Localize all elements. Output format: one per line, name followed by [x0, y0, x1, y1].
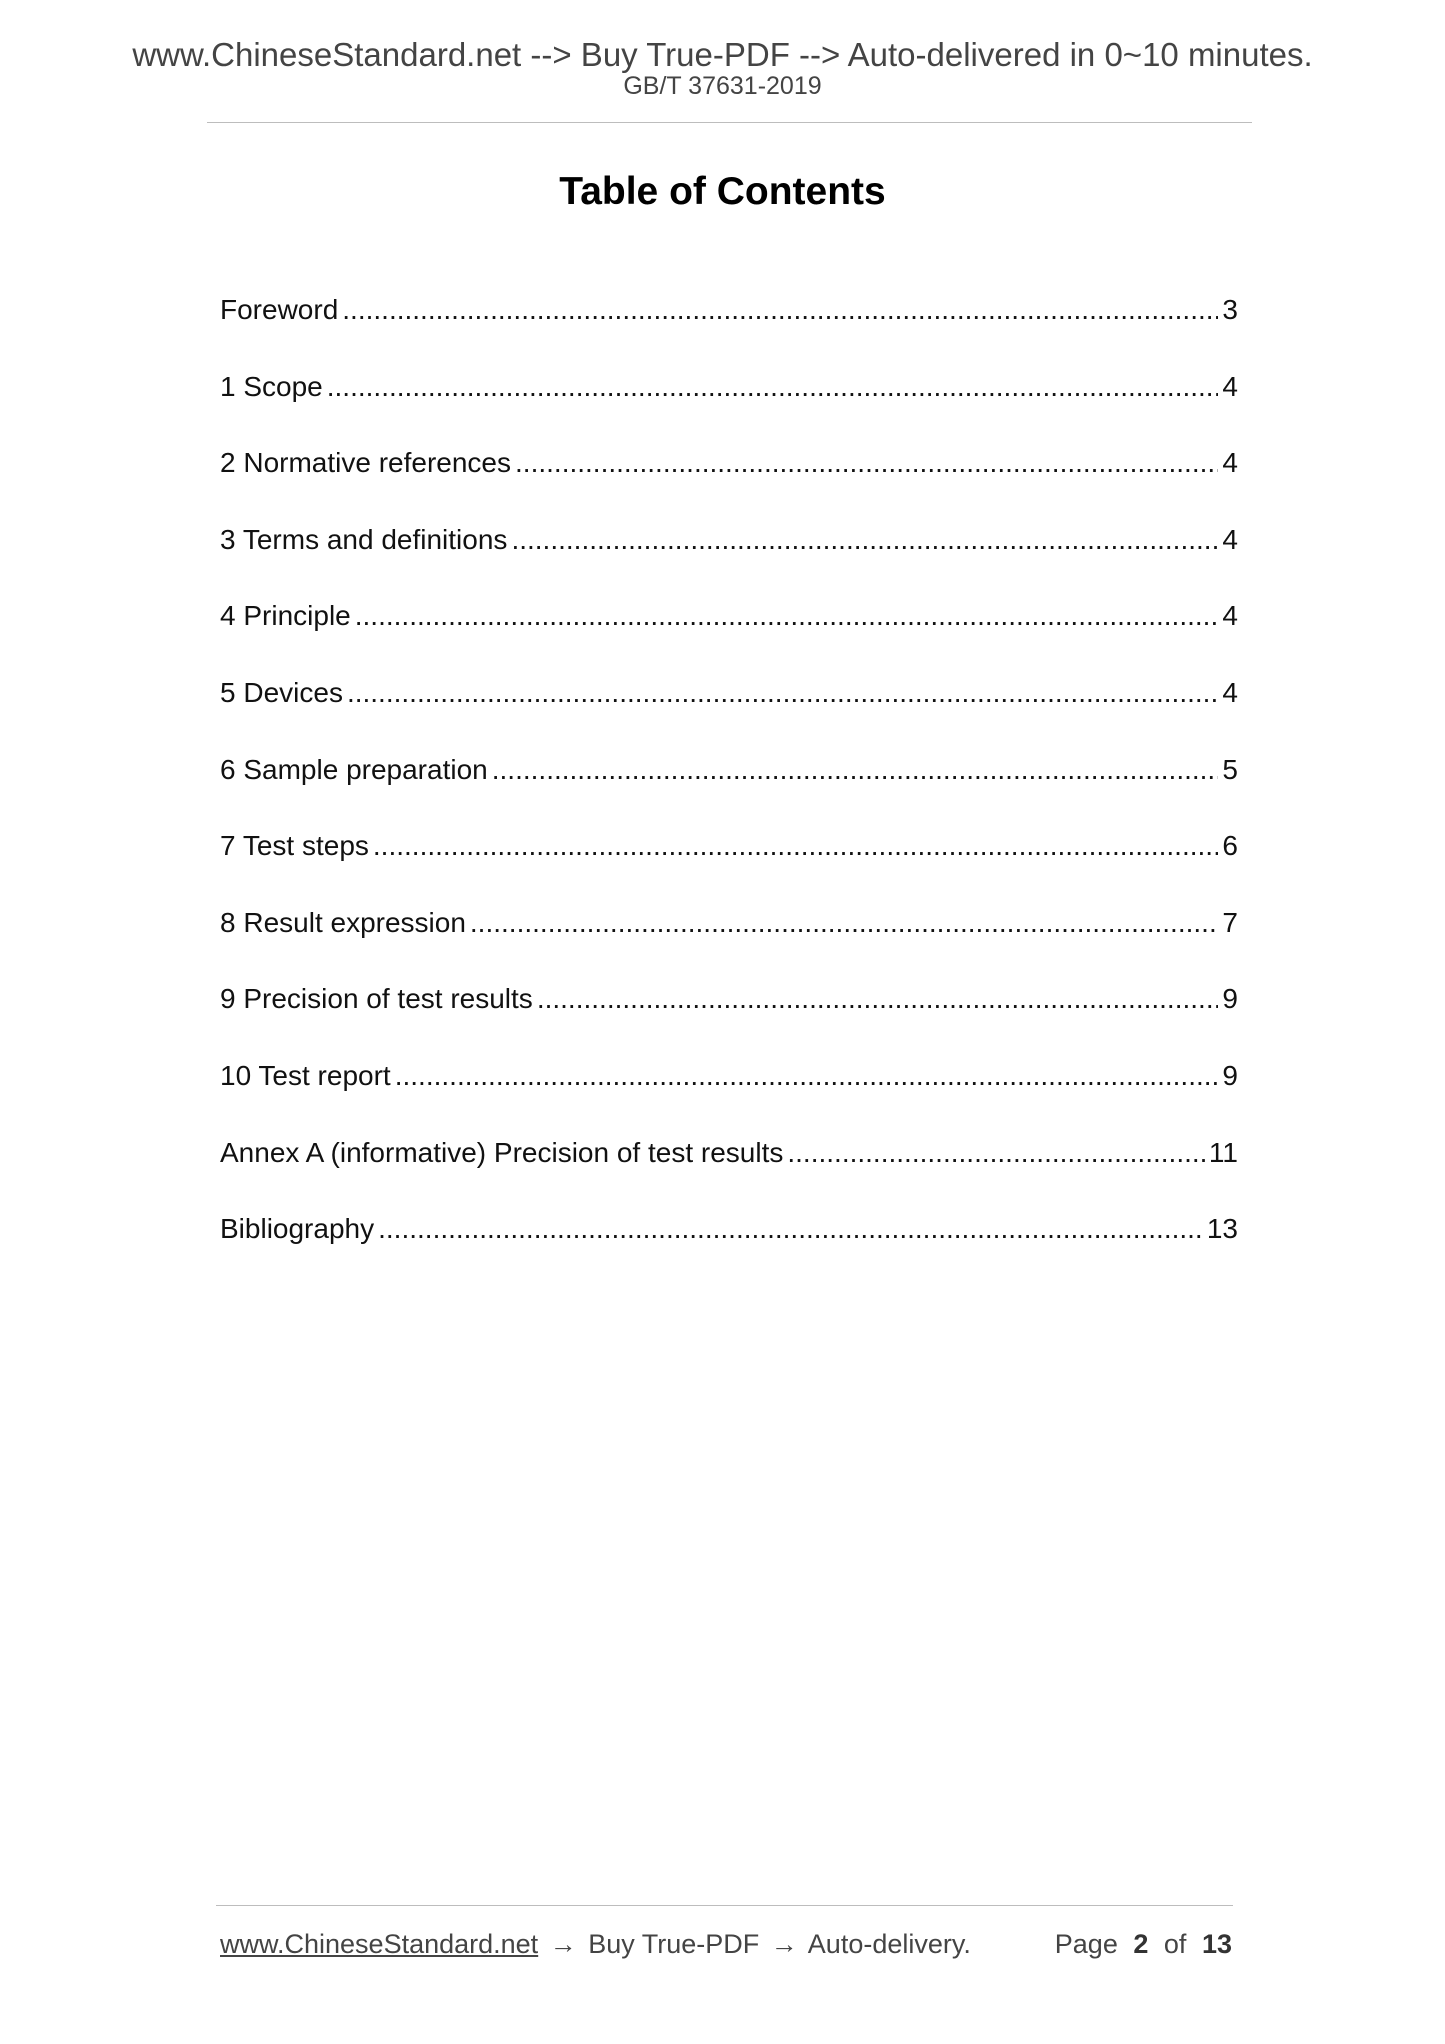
- footer-delivery-text: Auto-delivery.: [807, 1929, 971, 1959]
- toc-entry-page: 9: [1222, 1059, 1238, 1091]
- toc-entry-page: 13: [1206, 1213, 1238, 1245]
- toc-entry-scope[interactable]: [220, 369, 1238, 446]
- toc-entry-label: 5 Devices: [220, 676, 343, 708]
- footer-promo: [220, 1926, 971, 1962]
- toc-leader-dots: [373, 828, 1219, 864]
- toc-entry-label: Annex A (informative) Precision of test results: [220, 1136, 784, 1168]
- toc-entry-test-report[interactable]: [220, 1058, 1238, 1135]
- toc-entry-sample-preparation[interactable]: [220, 752, 1238, 829]
- toc-entry-bibliography[interactable]: [220, 1211, 1238, 1288]
- toc-entry-result-expression[interactable]: [220, 905, 1238, 982]
- arrow-right-icon: →: [770, 1929, 798, 1959]
- toc-leader-dots: [355, 598, 1219, 634]
- toc-entry-label: 10 Test report: [220, 1059, 391, 1091]
- current-page-number: 2: [1133, 1929, 1149, 1959]
- toc-entry-page: 4: [1222, 370, 1238, 402]
- toc-entry-label: 4 Principle: [220, 600, 351, 632]
- toc-entry-page: 4: [1222, 676, 1238, 708]
- toc-entry-label: 2 Normative references: [220, 447, 512, 479]
- toc-entry-label: 8 Result expression: [220, 906, 466, 938]
- toc-entry-label: 9 Precision of test results: [220, 983, 533, 1015]
- toc-entry-page: 4: [1222, 447, 1238, 479]
- toc-entry-principle[interactable]: [220, 598, 1238, 675]
- toc-entry-terms-and-definitions[interactable]: [220, 522, 1238, 599]
- toc-entry-label: 7 Test steps: [220, 830, 369, 862]
- page-footer: [220, 1926, 1232, 1962]
- toc-leader-dots: [537, 981, 1219, 1017]
- toc-entry-page: 4: [1222, 600, 1238, 632]
- toc-entry-label: 1 Scope: [220, 370, 323, 402]
- toc-entry-label: Bibliography: [220, 1213, 375, 1245]
- footer-divider: [216, 1905, 1233, 1906]
- arrow-right-icon: →: [549, 1929, 577, 1959]
- toc-leader-dots: [395, 1058, 1219, 1094]
- toc-entry-normative-references[interactable]: [220, 445, 1238, 522]
- toc-entry-label: Foreword: [220, 294, 339, 325]
- top-banner: www.ChineseStandard.net --> Buy True-PDF --> Auto-delivered in 0~10 minutes.: [132, 36, 1313, 73]
- toc-leader-dots: [515, 445, 1218, 481]
- page-counter: [1055, 1926, 1232, 1962]
- footer-site-link[interactable]: www.ChineseStandard.net: [220, 1929, 539, 1959]
- toc-title: Table of Contents: [559, 170, 886, 213]
- toc-entry-annex-a[interactable]: [220, 1135, 1238, 1212]
- toc-entry-page: 3: [1222, 294, 1238, 325]
- toc-entry-page: 5: [1222, 753, 1238, 785]
- toc-entry-test-steps[interactable]: [220, 828, 1238, 905]
- toc-entry-foreword[interactable]: [220, 292, 1238, 369]
- toc-entry-page: 4: [1222, 523, 1238, 555]
- toc-entry-label: 6 Sample preparation: [220, 753, 488, 785]
- toc-leader-dots: [342, 292, 1218, 328]
- toc-leader-dots: [347, 675, 1218, 711]
- toc-leader-dots: [470, 905, 1219, 941]
- total-pages-number: 13: [1201, 1929, 1232, 1959]
- footer-buy-text: Buy True-PDF: [588, 1929, 760, 1959]
- toc-entry-page: 11: [1208, 1136, 1238, 1168]
- header-divider: [207, 122, 1252, 123]
- toc-entry-page: 6: [1222, 830, 1238, 862]
- of-word: of: [1163, 1929, 1187, 1959]
- toc-entry-precision-of-test-results[interactable]: [220, 981, 1238, 1058]
- toc-entry-page: 7: [1222, 906, 1238, 938]
- document-code: GB/T 37631-2019: [623, 72, 822, 100]
- page-word: Page: [1054, 1929, 1118, 1959]
- toc-entry-page: 9: [1222, 983, 1238, 1015]
- toc-leader-dots: [378, 1211, 1203, 1247]
- toc-entry-label: 3 Terms and definitions: [220, 523, 508, 555]
- toc-list: [220, 292, 1238, 1288]
- toc-leader-dots: [327, 369, 1219, 405]
- toc-leader-dots: [511, 522, 1218, 558]
- toc-leader-dots: [492, 752, 1219, 788]
- toc-leader-dots: [787, 1135, 1205, 1171]
- toc-entry-devices[interactable]: [220, 675, 1238, 752]
